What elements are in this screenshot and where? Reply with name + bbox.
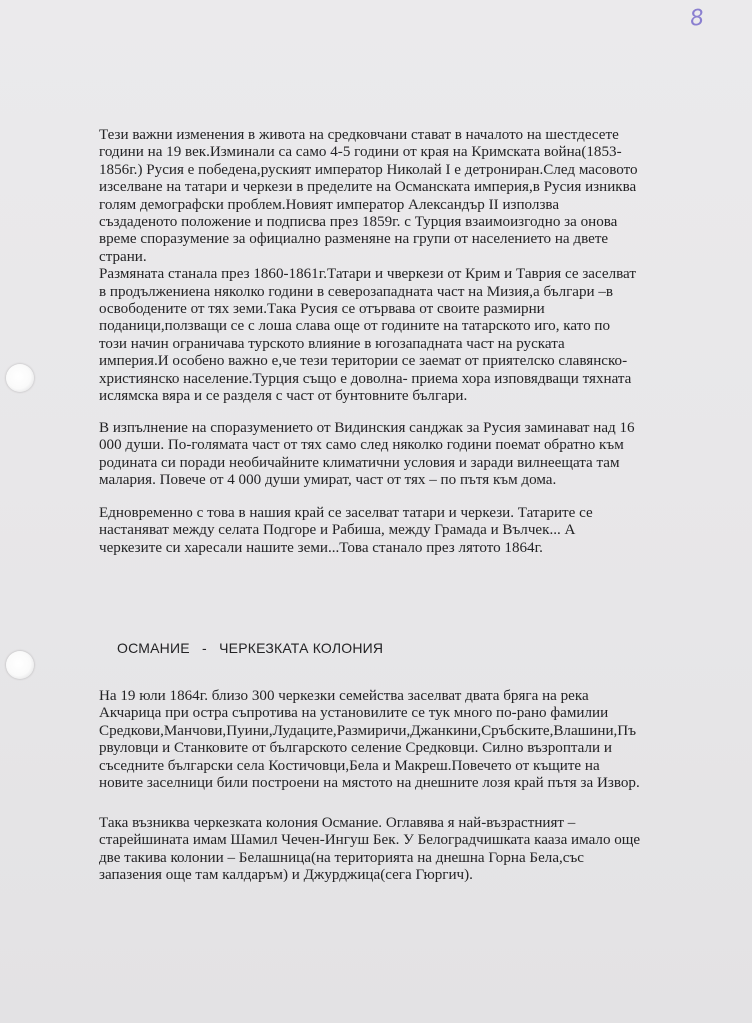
page-number: 8 <box>688 5 706 32</box>
text-line: настаняват между селата Подгоре и Рабиша, между Грамада и Вълчек... А <box>99 522 576 539</box>
text-line: На 19 юли 1864г. близо 300 черкезки семейства заселват двата бряга на река <box>99 688 589 704</box>
text-line: империя.И особено важно е,че тези територии се заемат от приятелско славянско- <box>99 353 628 370</box>
text-line: старейшината имам Шамил Чечен-Ингуш Бек. У Белоградчишката кааза имало още <box>99 832 641 849</box>
section-heading: ОСМАНИЕ - ЧЕРКЕЗКАТА КОЛОНИЯ <box>117 640 384 656</box>
text-line: рвуловци и Станковите от българското селение Средковци. Силно възроптали и <box>99 740 612 757</box>
text-line: черкезите си харесали нашите земи...Това станало през лятото 1864г. <box>99 539 543 556</box>
text-line: Размяната станала през 1860-1861г.Татари и чверкези от Крим и Таврия се заселват <box>99 266 636 283</box>
text-line: съседните български села Костичовци,Бела и Макреш.Повечето от къщите на <box>99 757 600 774</box>
text-line: освободените от тях земи.Така Русия се отървава от своите размирни <box>99 301 545 318</box>
text-line: Средкови,Манчови,Пуини,Лудаците,Размиричи,Джанкини,Сръбските,Влашини,Пъ <box>99 722 636 739</box>
text-line: Тези важни изменения в живота на средковчани стават в началото на шестдесете <box>99 127 619 143</box>
text-line: 1856г.) Русия е победена,руският император Николай I е детрониран.След масовото <box>99 161 638 178</box>
text-line: време споразумение за официално разменяне на групи от населението на двете <box>99 231 609 248</box>
paragraph-intro <box>99 127 659 406</box>
paragraph-settlers <box>99 505 659 557</box>
text-line: голям демографски проблем.Новият император Александър II използва <box>99 196 560 213</box>
text-line: Така възниква черкезката колония Османие. Оглавява я най-възрастният – <box>99 815 576 831</box>
text-line: 000 души. По-голямата част от тях само след няколко години поемат обратно към <box>99 437 624 454</box>
punch-hole <box>6 364 34 392</box>
text-line: родината си поради необичайните климатични условия и заради вилнеещата там <box>99 454 620 471</box>
text-line: новите заселници били построени на мястото на днешните лозя край пътя за Извор. <box>99 775 640 792</box>
text-line: създаденото положение и подписва през 1859г. с Турция взаимоизгодно за онова <box>99 214 618 231</box>
text-line: В изпълнение на споразумението от Видинския санджак за Русия заминават над 16 <box>99 420 635 436</box>
paragraph-vidin <box>99 420 659 490</box>
text-line: поданици,ползващи се с лоша слава още от годините на татарското иго, като по <box>99 318 611 335</box>
text-line: страни. <box>99 248 147 265</box>
paragraph-colony <box>99 688 659 792</box>
text-line: този начин ограничава турското влияние в югозападната част на руската <box>99 335 565 352</box>
text-line: години на 19 век.Изминали са само 4-5 години от края на Кримската война(1853- <box>99 144 622 161</box>
text-line: малария. Повече от 4 000 души умират, част от тях – по пътя към дома. <box>99 472 557 489</box>
paragraph-leader <box>99 815 659 885</box>
text-line: в продължениена няколко години в северозападната част на Мизия,а българи –в <box>99 283 614 300</box>
text-line: ислямска вяра и се разделя с част от бунтовните българи. <box>99 388 468 405</box>
text-line: Едновременно с това в нашия край се заселват татари и черкези. Татарите се <box>99 505 593 521</box>
text-line: две такива колонии – Белашница(на територията на днешна Горна Бела,със <box>99 849 585 866</box>
text-line: християнско население.Турция също е доволна- приема хора изповядващи тяхната <box>99 370 632 387</box>
text-line: запазения още там калдаръм) и Джурджица(сега Гюргич). <box>99 867 473 884</box>
text-line: изселване на татари и черкези в пределите на Османската империя,в Русия изниква <box>99 179 637 196</box>
text-line: Акчарица при остра съпротива на установилите се тук много по-рано фамилии <box>99 705 609 722</box>
punch-hole <box>6 651 34 679</box>
